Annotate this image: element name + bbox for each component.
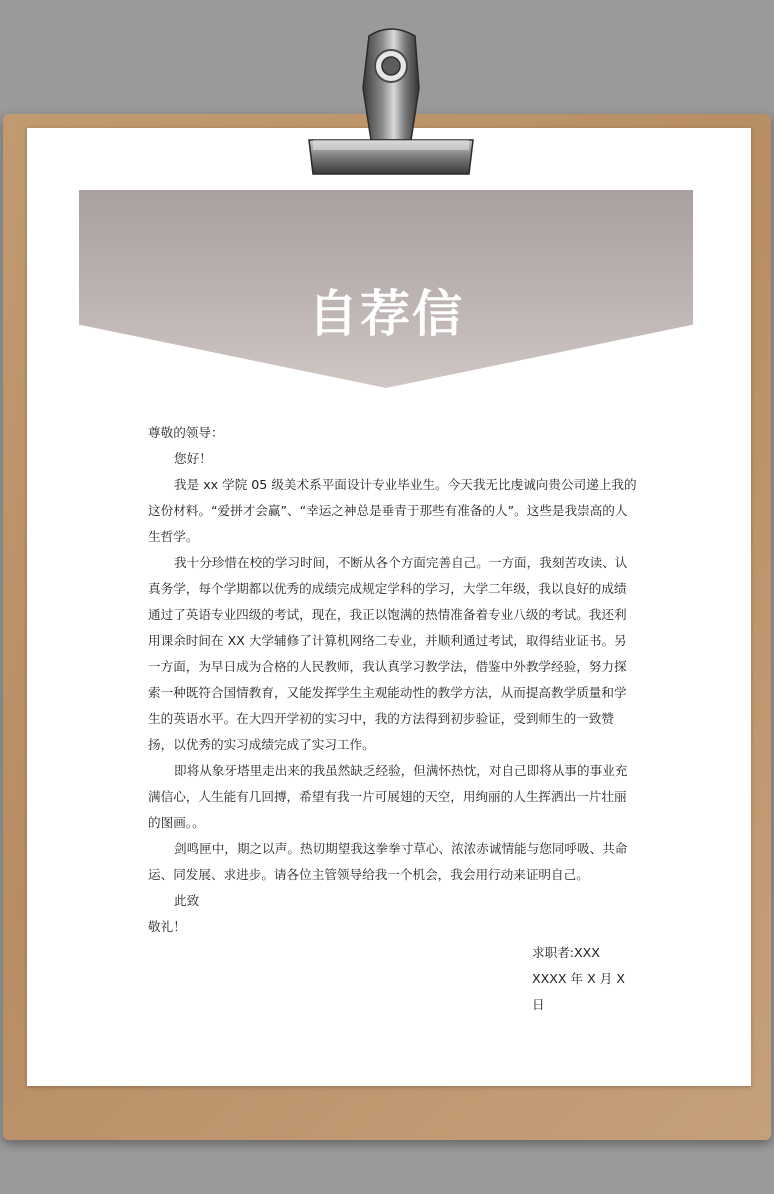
applicant-signature: 求职者:XXX	[532, 945, 600, 960]
greeting: 尊敬的领导：	[148, 425, 224, 440]
paragraph-3: 即将从象牙塔里走出来的我虽然缺乏经验，但满怀热忱，对自己即将从事的事业充满信心，人生能有几回搏，希望有我一片可展翅的天空，用绚丽的人生挥洒出一片壮丽的图画。。	[148, 763, 628, 830]
page-title: 自荐信	[308, 285, 464, 343]
paragraph-1: 我是 xx 学院 05 级美术系平面设计专业毕业生。今天我无比虔诚向贵公司递上我的这份材料。“爱拼才会赢”、“幸运之神总是垂青于那些有准备的人”。这些是我崇高的人生哲学。	[148, 477, 637, 544]
closing-line-2: 敬礼！	[148, 919, 186, 934]
letter-date: XXXX 年 X 月 X 日	[532, 971, 625, 1012]
paragraph-2: 我十分珍惜在校的学习时间，不断从各个方面完善自己。一方面，我刻苦攻读、认真务学，每个学期都以优秀的成绩完成规定学科的学习，大学二年级，我以良好的成绩通过了英语专业四级的考试，现在，我正以饱满的热情准备着专业八级的考试。我还利用课余时间在 XX 大学辅修了计算机网络二专业，并顺利通过考试，取得结业证书。另一方面，为早日成为合格的人民教师，我认真学习教学法，借鉴中外教学经验，努力探索一种既符合国情教育，又能发挥学生主观能动性的教学方法，从而提高教学质量和学生的英语水平。在大四开学初的实习中，我的方法得到初步验证，受到师生的一致赞扬，以优秀的实习成绩完成了实习工作。	[148, 555, 628, 752]
closing-line-1: 此致	[174, 893, 200, 908]
letter-body	[148, 420, 638, 1018]
binder-clip-icon	[307, 28, 475, 178]
hello-line: 您好！	[174, 451, 212, 466]
paragraph-4: 剑鸣匣中，期之以声。热切期望我这拳拳寸草心、浓浓赤诚情能与您同呼吸、共命运、同发展、求进步。请各位主管领导给我一个机会，我会用行动来证明自己。	[148, 841, 628, 882]
